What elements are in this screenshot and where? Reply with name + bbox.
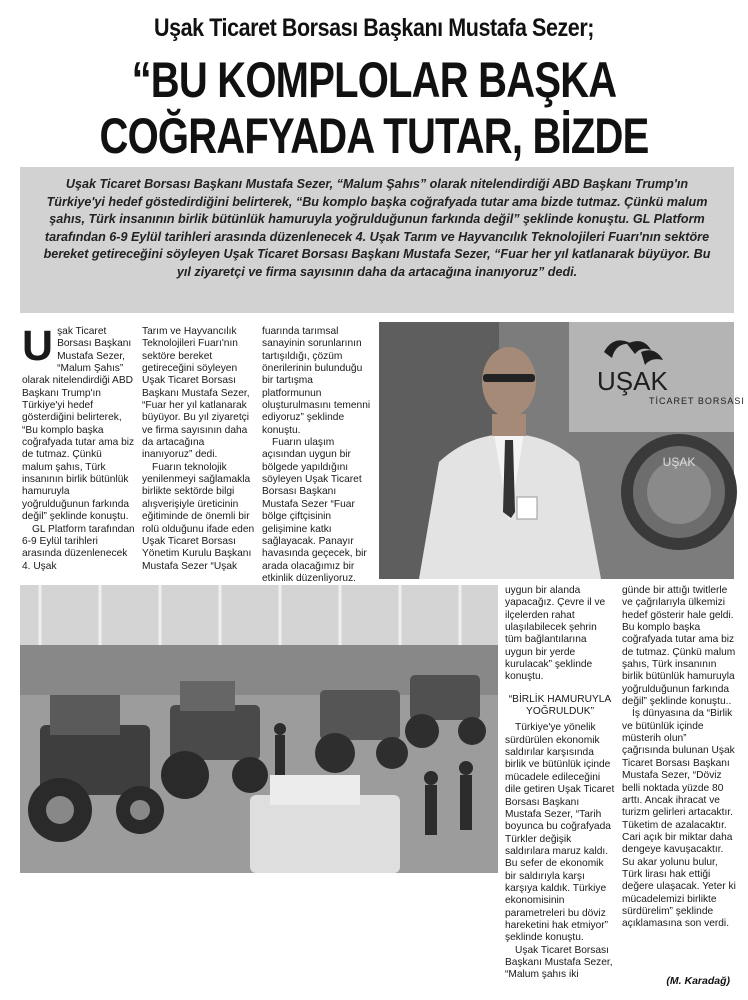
- paragraph: İş dünyasına da “Birlik ve bütünlük içinde müsterih olun” çağrısında bulunan Uşak Ticaret Borsası Başkanı Mustafa Sezer, “Döviz belli noktada yüzde 80 arttı. Ancak ihracat ve turizm gelirleri artacaktır. Tüketim de azalacaktır. Cari açık bir miktar daha dengeye kavuşacaktır. Su akar yolunu bulur, Türk lirası hak ettiği değere ulaşacak. Yeter ki mücadelemizi birlikte sürdürelim” şeklinde açıklamasına son verdi.: [622, 708, 736, 930]
- author-credit: (M. Karadağ): [666, 975, 730, 987]
- paragraph: Uşak Ticaret Borsası Başkanı Mustafa Sezer, “Malum şahıs iki: [505, 944, 613, 981]
- fair-photo: [20, 585, 498, 873]
- kicker: Uşak Ticaret Borsası Başkanı Mustafa Sezer;: [154, 14, 594, 42]
- paragraph: Türkiye'ye yönelik sürdürülen ekonomik saldırılar karşısında birlik ve bütünlük içinde mücadele edileceğini dile getiren Uşak Ticaret Borsası Başkanı Mustafa Sezer, “Tarih boyunca bu coğrafyada Türkler değişik saldırılara maruz kaldı. Bu sefer de ekonomik bir saldırıyla karşı karşıya kaldık. Türkiye ekonomisinin parametreleri bu döviz hareketini hak etmiyor” şeklinde konuştu.: [505, 722, 615, 944]
- portrait-photo: [379, 322, 745, 579]
- paragraph: şak Ticaret Borsası Başkanı Mustafa Sezer, “Malum Şahıs” olarak nitelendirdiği ABD Başkanı Trump'ın Türkiye'yi hedef gösterdiğini belirterek, “Bu komplo başka coğrafyada tutar ama biz de tutmaz. Çünkü malum şahıs, Türk insanının birlik bütünlük hamuruyla yoğrulduğunun farkında değil” şeklinde konuştu.: [22, 326, 135, 523]
- logo-subtext: TİCARET BORSASI: [649, 396, 745, 406]
- seal-text: UŞAK: [662, 455, 696, 469]
- logo-text: UŞAK: [597, 366, 668, 396]
- paragraph: uygun bir alanda yapacağız. Çevre il ve ilçelerden rahat ulaşılabilecek şehrin tüm bağlantılarına uygun bir yerde kurulacak” şeklinde konuştu.: [505, 585, 606, 683]
- paragraph: Fuarın teknolojik yenilenmeyi sağlamakla birlikte sektörde bilgi alışverişiyle üreticinin eğitiminde de önemli bir rolü olduğunu ifade eden Uşak Ticaret Borsası Yönetim Kurulu Başkanı Mustafa Sezer “Uşak: [142, 461, 255, 572]
- article-column-1: [22, 322, 135, 573]
- drop-cap: U: [22, 322, 54, 370]
- article-column-4: [505, 585, 615, 982]
- article-column-5: [622, 585, 736, 931]
- article-column-3: [262, 326, 375, 598]
- paragraph: GL Platform tarafından 6-9 Eylül tarihleri arasında düzenlenecek 4. Uşak: [22, 523, 135, 572]
- fair-photo-illustration: [20, 585, 498, 873]
- article-column-2: [142, 326, 255, 573]
- headline-line-1: “BU KOMPLOLAR BAŞKA: [131, 52, 617, 108]
- paragraph: günde bir attığı twitlerle ve çağrılarıyla ülkemizi hedef gösterir hale geldi. Bu komplo başka coğrafyada tutar ama biz de tutmaz. Çünkü malum şahıs, Türk insanının birlik bütünlük hamuruyla yoğrulduğunun farkında değil” şeklinde konuştu..: [622, 585, 736, 708]
- subheading: “BİRLİK HAMURUYLA YOĞRULDUK”: [508, 693, 612, 718]
- summary-box: Uşak Ticaret Borsası Başkanı Mustafa Sezer, “Malum Şahıs” olarak nitelendirdiği ABD Başkanı Trump'ın Türkiye'yi hedef göstedirdiğini belirterek, “Bu komplo başka coğrafyada tutar ama bizde tutmaz. Çünkü malum şahıs, Türk insanının birlik bütünlük hamuruyla yoğrulduğunun farkında değil” şeklinde konuştu. GL Platform tarafından 6-9 Eylül tarihleri arasında düzenlenecek 4. Uşak Tarım ve Hayvancılık Teknolojileri Fuarı'nın sektöre bereket getireceğini söyleyen Uşak Ticaret Borsası Başkanı Mustafa Sezer, “Fuar her yıl katlanarak büyüyor. Bu yıl ziyaretçi ve firma sayısının daha da artacağına inanıyoruz” dedi.: [20, 167, 734, 313]
- paragraph: fuarında tarımsal sanayinin sorunlarının tartışıldığı, çözüm önerilerinin bulunduğu bir tartışma platformunun oluşturulmasını temenni ediyoruz” şeklinde konuştu.: [262, 326, 371, 436]
- headline-line-2: COĞRAFYADA TUTAR, BİZDE: [99, 108, 649, 164]
- paragraph: Fuarın ulaşım açısından uygun bir bölgede yapıldığını söyleyen Uşak Ticaret Borsası Başkanı Mustafa Sezer “Fuar bölge çiftçisinin gelişimine katkı sağlayacak. Panayır havasında geçecek, bir arada olacağımız bir etkinlik düzenliyoruz.: [262, 437, 367, 584]
- paragraph: Tarım ve Hayvancılık Teknolojileri Fuarı'nın sektöre bereket getireceğini söyleyen Uşak Ticaret Borsası Başkanı Mustafa Sezer, “Fuar her yıl katlanarak büyüyor. Bu yıl ziyaretçi ve firma sayısının daha da artacağına inanıyoruz” dedi.: [142, 326, 250, 461]
- portrait-photo-illustration: [379, 322, 745, 579]
